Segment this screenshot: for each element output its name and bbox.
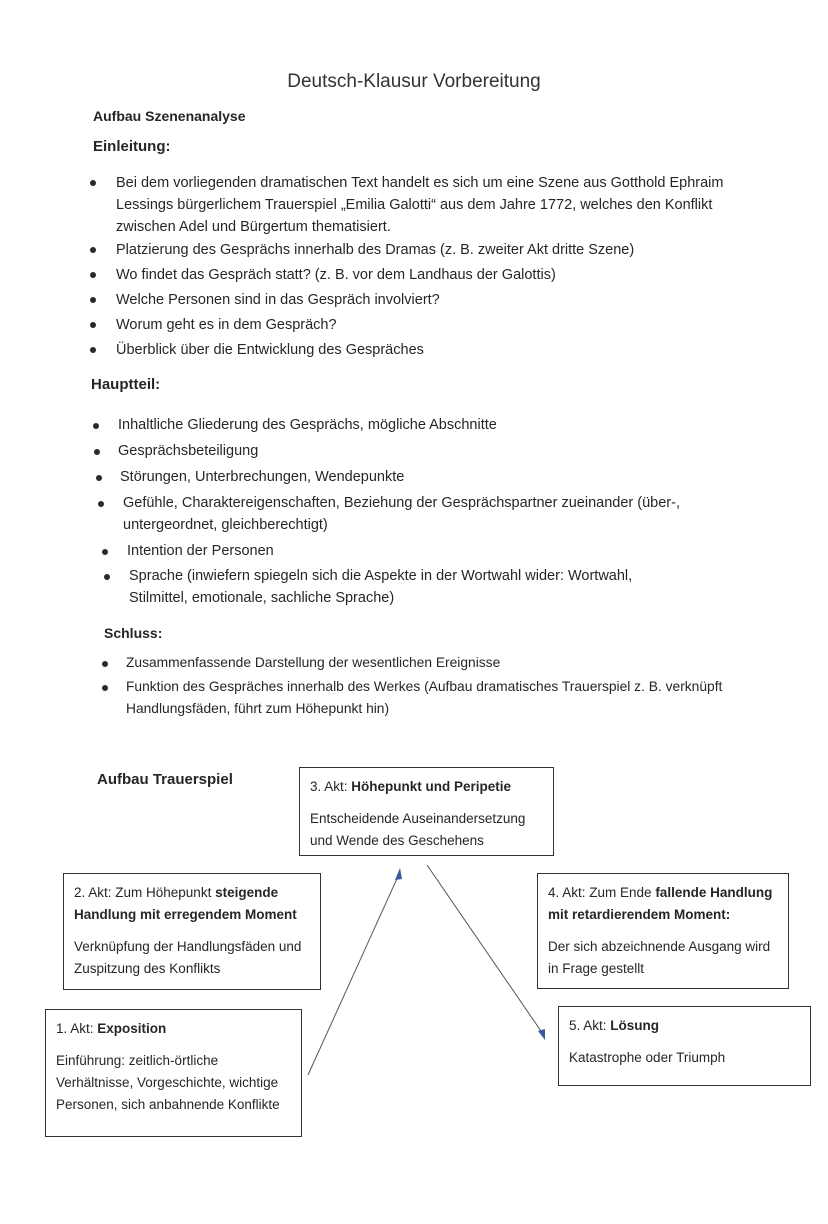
hauptteil-item: Gefühle, Charaktereigenschaften, Beziehung der Gesprächspartner zueinander (über-, untergeordnet, gleichberechtigt) [123, 495, 680, 533]
akt3-box [299, 767, 554, 856]
akt5-box [558, 1006, 811, 1086]
schluss-item: Zusammenfassende Darstellung der wesentlichen Ereignisse [126, 655, 501, 670]
hauptteil-heading: Hauptteil: [91, 376, 161, 393]
trauerspiel-heading: Aufbau Trauerspiel [97, 771, 233, 788]
falling-arrow-line [427, 865, 543, 1034]
akt4-box [537, 873, 789, 989]
einleitung-item: Bei dem vorliegenden dramatischen Text handelt es sich um eine Szene aus Gotthold Ephraim Lessings bürgerlichem Trauerspiel „Emilia Galotti“ aus dem Jahre 1772, welches den Konflikt zwischen Adel und Bürgertum thematisiert. [116, 175, 724, 235]
akt5-title: 5. Akt: Lösung [569, 1018, 660, 1033]
akt3-title: 3. Akt: Höhepunkt und Peripetie [310, 779, 512, 794]
einleitung-item: Überblick über die Entwicklung des Gespräches [116, 342, 424, 358]
akt1-body: Einführung: zeitlich-örtliche Verhältnisse, Vorgeschichte, wichtige Personen, sich anbahnende Konflikte [56, 1053, 280, 1112]
akt2-box [63, 873, 321, 990]
einleitung-item: Welche Personen sind in das Gespräch involviert? [116, 292, 440, 308]
rising-arrow-head [395, 868, 402, 880]
schluss-item: Funktion des Gespräches innerhalb des Werkes (Aufbau dramatisches Trauerspiel z. B. verknüpft Handlungsfäden, führt zum Höhepunkt hin) [126, 679, 723, 716]
einleitung-item: Worum geht es in dem Gespräch? [116, 317, 337, 333]
page-title: Deutsch-Klausur Vorbereitung [287, 71, 541, 92]
hauptteil-item: Störungen, Unterbrechungen, Wendepunkte [120, 469, 405, 485]
einleitung-item: Wo findet das Gespräch statt? (z. B. vor dem Landhaus der Galottis) [116, 267, 556, 283]
section-heading: Aufbau Szenenanalyse [93, 108, 246, 124]
schluss-heading: Schluss: [104, 625, 163, 641]
akt1-box [45, 1009, 302, 1137]
akt4-body: Der sich abzeichnende Ausgang wird in Frage gestellt [548, 939, 771, 976]
akt5-body: Katastrophe oder Triumph [569, 1050, 726, 1065]
akt2-title: 2. Akt: Zum Höhepunkt steigende Handlung mit erregendem Moment [74, 885, 297, 922]
akt2-body: Verknüpfung der Handlungsfäden und Zuspitzung des Konflikts [74, 939, 302, 976]
akt4-title: 4. Akt: Zum Ende fallende Handlung mit retardierendem Moment: [548, 885, 773, 922]
akt1-title: 1. Akt: Exposition [56, 1021, 167, 1036]
hauptteil-item: Inhaltliche Gliederung des Gesprächs, mögliche Abschnitte [118, 417, 497, 433]
hauptteil-item: Intention der Personen [127, 543, 274, 559]
falling-arrow-head [538, 1029, 545, 1040]
hauptteil-item: Sprache (inwiefern spiegeln sich die Aspekte in der Wortwahl wider: Wortwahl, Stilmittel, emotionale, sachliche Sprache) [129, 568, 633, 606]
hauptteil-item: Gesprächsbeteiligung [118, 443, 259, 459]
rising-arrow-line [308, 872, 400, 1075]
einleitung-heading: Einleitung: [93, 138, 171, 155]
einleitung-item: Platzierung des Gesprächs innerhalb des Dramas (z. B. zweiter Akt dritte Szene) [116, 242, 635, 258]
akt3-body: Entscheidende Auseinandersetzung und Wende des Geschehens [310, 811, 526, 848]
